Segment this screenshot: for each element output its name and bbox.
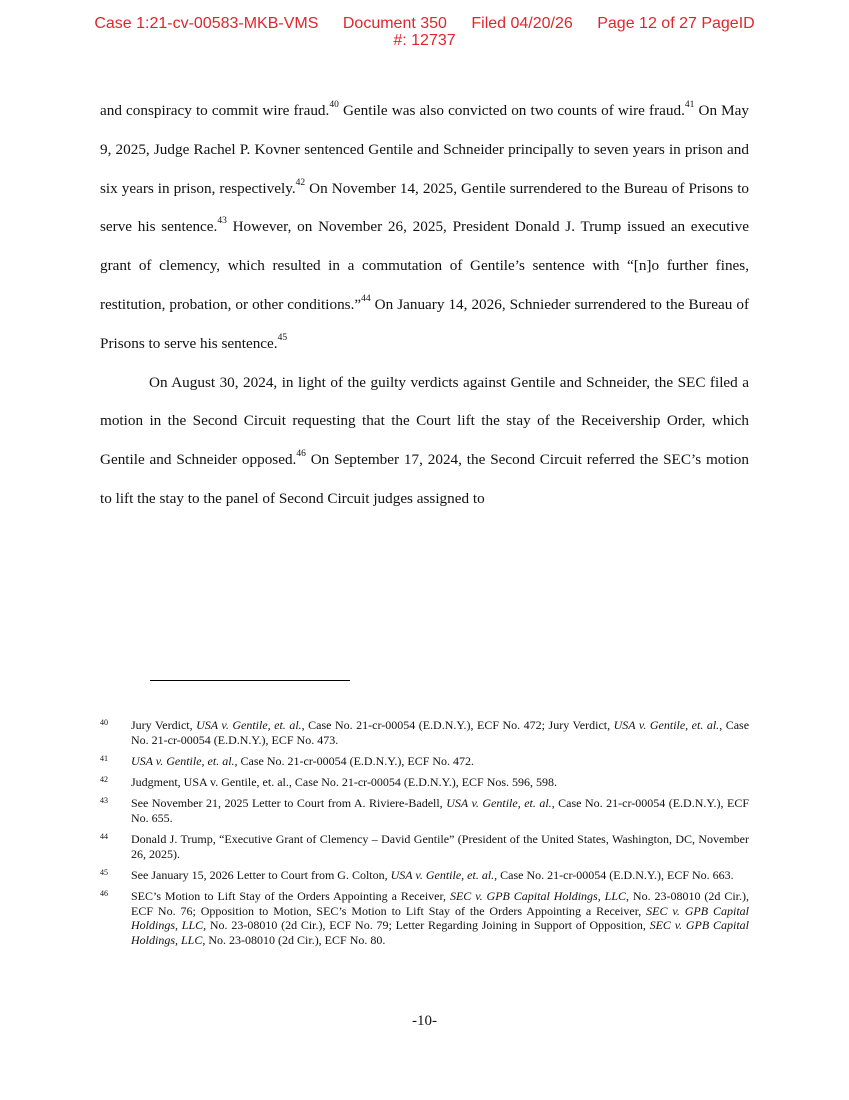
footnote-text: [131, 718, 749, 747]
text-run: , Case No. 21-cr-00054 (E.D.N.Y.), ECF No. 655.: [131, 796, 749, 825]
text-run: Gentile was also convicted on two counts of wire fraud.: [338, 102, 685, 119]
case-citation: SEC v. GPB Capital Holdings, LLC: [131, 918, 749, 947]
footnote-separator: [150, 680, 350, 681]
text-run: , No. 23-08010 (2d Cir.), ECF No. 80.: [202, 932, 386, 947]
text-run: However, on November 26, 2025, President Donald J. Trump issued an executive grant of clemency, which resulted in a commutation of Gentile’s sentence with “[n]o further fines, restitution, probation, or other conditions.”: [100, 218, 749, 313]
page-count: Page 12 of 27 PageID: [597, 15, 755, 32]
footnote-number: 43: [100, 796, 108, 806]
footnote-ref: 40: [329, 99, 339, 110]
text-run: , Case No. 21-cr-00054 (E.D.N.Y.), ECF No. 663.: [494, 867, 734, 882]
footnote-ref: 43: [217, 216, 227, 227]
ecf-header-line: [0, 15, 849, 32]
footnote-number: 44: [100, 831, 108, 841]
footnote-number: 40: [100, 718, 108, 727]
text-run: , No. 23-08010 (2d Cir.), ECF No. 79; Letter Regarding Joining in Support of Opposition,: [203, 918, 650, 933]
footnote-text: [131, 868, 749, 883]
case-number: Case 1:21-cv-00583-MKB-VMS: [94, 15, 319, 32]
text-run: , No. 23-08010 (2d Cir.), ECF No. 76; Opposition to Motion, SEC’s Motion to Lift Stay of the Orders Appointing a Receiver,: [131, 888, 750, 918]
text-run: , Case No. 21-cr-00054 (E.D.N.Y.), ECF No. 472; Jury Verdict: [301, 718, 608, 732]
text-run: Donald J. Trump, “Executive Grant of Clemency – David Gentile” (President of the United States, Washington, DC, November 26, 2025).: [131, 831, 749, 861]
footnote: [100, 775, 749, 790]
text-run: On November 14, 2025, Gentile surrendered to the Bureau of Prisons to serve his sentence.: [100, 179, 750, 236]
body-text: [100, 92, 749, 519]
document-number: Document 350: [342, 15, 447, 32]
footnotes: [100, 718, 749, 954]
text-run: On May 9, 2025, Judge Rachel P. Kovner sentenced Gentile and Schneider principally to seven years in prison and six years in prison, respectively.: [100, 102, 749, 197]
text-run: On August 30, 2024, in light of the guilty verdicts against Gentile and Schneider, the SEC filed a motion in the Second Circuit requesting that the Court lift the stay of the Receivership Order, which Gentile and Schneider opposed.: [100, 373, 749, 469]
footnote-text: [131, 754, 749, 769]
text-run: SEC’s Motion to Lift Stay of the Orders Appointing a Receiver,: [131, 888, 450, 903]
footnote-text: [131, 796, 749, 825]
text-run: On January 14, 2026, Schnieder surrendered to the Bureau of Prisons to serve his sentence.: [100, 295, 750, 352]
footnote: [100, 754, 749, 769]
footnote-number: 46: [100, 888, 108, 898]
text-run: , Case No. 21-cr-00054 (E.D.N.Y.), ECF No. 473.: [131, 718, 750, 747]
case-citation: , USA v. Gentile, et. al.: [607, 718, 720, 732]
footnote-number: 42: [100, 774, 108, 784]
footnote-text: [131, 775, 749, 790]
footnote: [100, 832, 749, 861]
footnote: [100, 889, 749, 947]
text-run: See January 15, 2026 Letter to Court from G. Colton,: [131, 867, 391, 882]
case-citation: SEC v. GPB Capital Holdings, LLC: [449, 888, 626, 903]
text-run: On September 17, 2024, the Second Circuit referred the SEC’s motion to lift the stay to the panel of Second Circuit judges assigned to: [100, 451, 749, 507]
text-run: Judgment, USA v. Gentile, et. al., Case No. 21-cr-00054 (E.D.N.Y.), ECF Nos. 596, 598.: [131, 774, 558, 789]
text-run: Jury Verdict,: [131, 718, 197, 732]
footnote-ref: 45: [277, 332, 288, 343]
footnote: [100, 868, 749, 883]
footnote-number: 45: [100, 867, 108, 877]
text-run: and conspiracy to commit wire fraud.: [100, 102, 330, 119]
case-citation: USA v. Gentile, et. al.: [446, 796, 552, 811]
page-number: -10-: [412, 1013, 437, 1029]
footnote-ref: 42: [295, 177, 306, 188]
footnote: [100, 796, 749, 825]
ecf-header: [0, 15, 849, 49]
filed-date: Filed 04/20/26: [471, 15, 573, 32]
footnote-text: [131, 832, 749, 861]
page-id: #: 12737: [393, 32, 456, 49]
footnote: [100, 718, 749, 747]
case-citation: SEC v. GPB Capital Holdings, LLC: [131, 903, 749, 933]
case-citation: USA v. Gentile, et. al.: [196, 718, 302, 732]
text-run: , Case No. 21-cr-00054 (E.D.N.Y.), ECF No. 472.: [234, 753, 475, 768]
text-run: See November 21, 2025 Letter to Court from A. Riviere-Badell,: [131, 796, 447, 811]
case-citation: USA v. Gentile, et. al.: [390, 867, 495, 882]
footnote-ref: 41: [684, 99, 695, 110]
footnote-text: [131, 889, 749, 947]
footnote-ref: 44: [361, 293, 371, 304]
footnote-number: 41: [100, 753, 108, 763]
case-citation: USA v. Gentile, et. al.: [131, 753, 235, 768]
paragraph: [100, 92, 749, 364]
footnote-ref: 46: [296, 449, 306, 460]
paragraph: [100, 364, 749, 519]
